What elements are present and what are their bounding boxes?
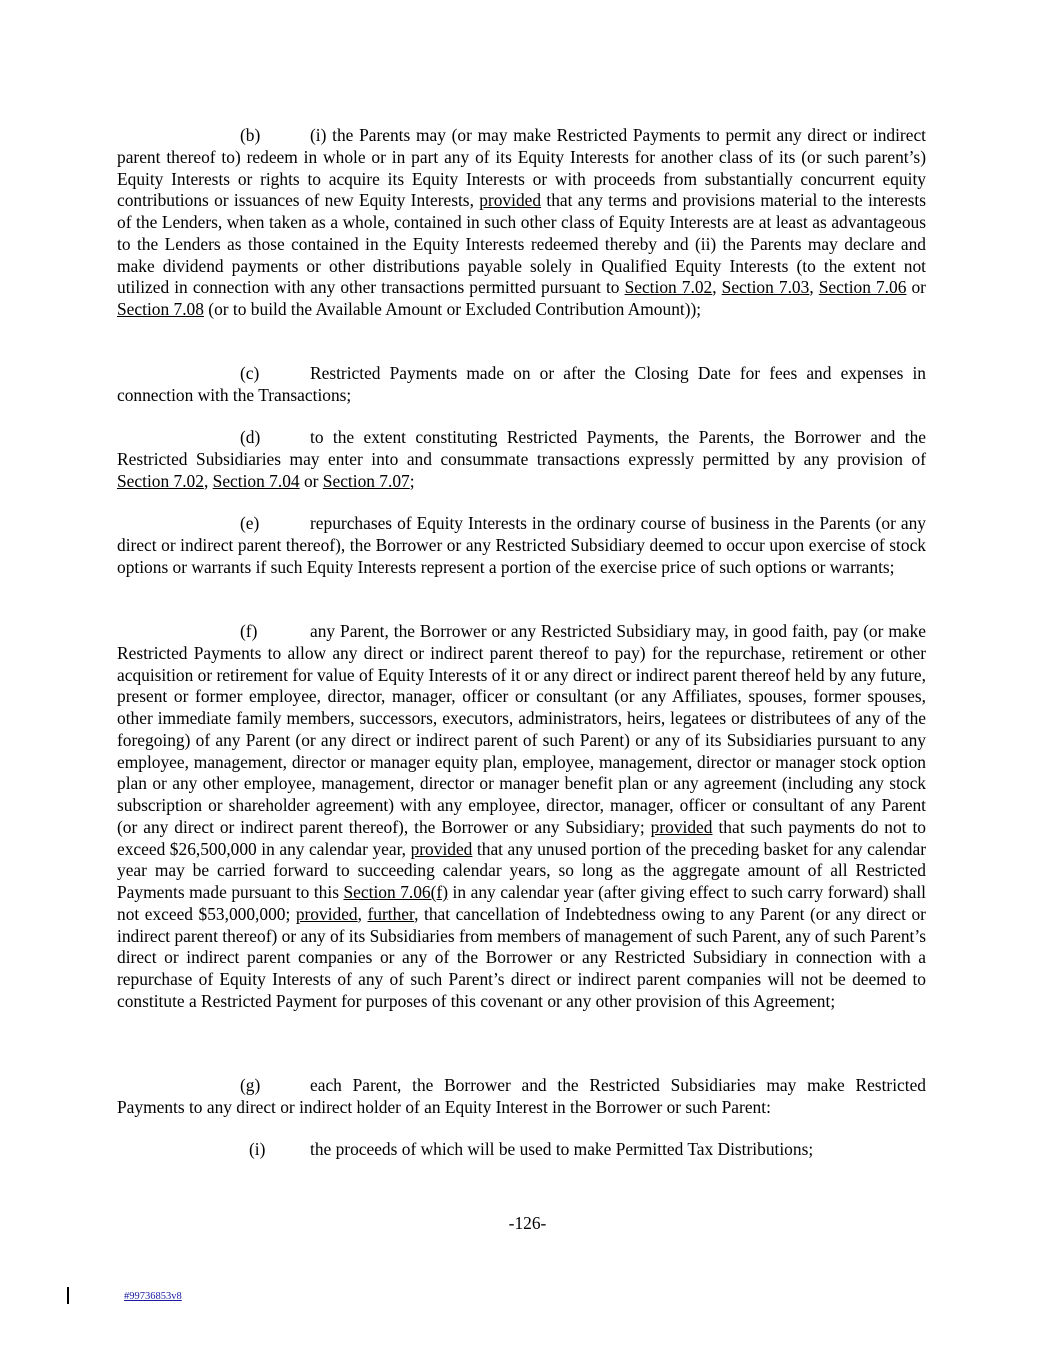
provided-term: provided — [650, 816, 713, 837]
paragraph-label: (b) — [240, 125, 261, 145]
paragraph-label: (i) — [249, 1139, 266, 1159]
section-ref: Section 7.04 — [212, 470, 300, 491]
paragraph-f: (f) any Parent, the Borrower or any Restricted Subsidiary may, in good faith, pay (or make Restricted Payments to allow any direct or indirect parent thereof to pay) for the repurchase, retirement or other acquisition or retirement for value of Equity Interests of it or any direct or indirect parent thereof held by any future, present or former employee, director, manager, officer or consultant (or any Affiliates, spouses, former spouses, other immediate family members, successors, executors, administrators, heirs, legatees or distributees of any of the foregoing) of any Parent (or any direct or indirect parent of such Parent) or any of its Subsidiaries pursuant to any employee, management, director or manager equity plan, employee, management, director or manager stock option plan or any other employee, management, director or manager benefit plan or any agreement (including any stock subscription or shareholder agreement) with any employee, director, manager, officer or consultant of any Parent (or any direct or indirect parent thereof), the Borrower or any Subsidiary; provided that such payments do not to exceed $26,500,000 in any calendar year, provided that any unused portion of the preceding basket for any calendar year may be carried forward to succeeding calendar years, so long as the aggregate amount of all Restricted Payments made pursuant to this Section 7.06(f) in any calendar year (after giving effect to such carry forward) shall not exceed $53,000,000; provided, further, that cancellation of Indebtedness owing to any Parent (or any direct or indirect parent thereof) or any of its Subsidiaries from members of management of such Parent, any of such Parent’s direct or indirect parent companies or any of the Borrower or any Restricted Subsidiary in connection with a repurchase of Equity Interests of any of such Parent’s direct or indirect parent companies will not be deemed to constitute a Restricted Payment for purposes of this covenant or any other provision of this Agreement; — [117, 621, 927, 1011]
section-ref: Section 7.07 — [322, 470, 410, 491]
paragraph-e: (e) repurchases of Equity Interests in the ordinary course of business in the Parents (or any direct or indirect parent thereof), the Borrower or any Restricted Subsidiary deemed to occur upon exercise of stock options or warrants if such Equity Interests represent a portion of the exercise price of such options or warrants; — [117, 513, 926, 577]
paragraph-g: (g) each Parent, the Borrower and the Restricted Subsidiaries may make Restricted Payments to any direct or indirect holder of an Equity Interest in the Borrower or such Parent: — [117, 1075, 926, 1117]
paragraph-label: (f) — [240, 621, 258, 641]
further-term: further — [367, 903, 415, 924]
paragraph-b: (b) (i) the Parents may (or may make Restricted Payments to permit any direct or indirect parent thereof to) redeem in whole or in part any of its Equity Interests for another class of its (or such parent’s) Equity Interests or rights to acquire its Equity Interests or with proceeds from substantially concurrent equity contributions or issuances of new Equity Interests, provided that any terms and provisions material to the interests of the Lenders, when taken as a whole, contained in such other class of Equity Interests are at least as advantageous to the Lenders as those contained in the Equity Interests redeemed thereby and (ii) the Parents may declare and make dividend payments or other distributions payable solely in Qualified Equity Interests (to the extent not utilized in connection with any other transactions permitted pursuant to Section 7.02, Section 7.03, Section 7.06 or Section 7.08 (or to build the Available Amount or Excluded Contribution Amount)); — [117, 125, 926, 319]
provided-term: provided — [479, 190, 542, 211]
paragraph-g-i: (i) the proceeds of which will be used to make Permitted Tax Distributions; — [249, 1139, 814, 1159]
section-ref: Section 7.06(f) — [343, 882, 449, 902]
paragraph-label: (g) — [240, 1075, 261, 1095]
section-ref: Section 7.06 — [818, 277, 907, 298]
paragraph-label: (c) — [240, 363, 260, 383]
paragraph-d: (d) to the extent constituting Restricted Payments, the Parents, the Borrower and the Restricted Subsidiaries may enter into and consummate transactions expressly permitted by any provision of Section 7.02, Section 7.04 or Section 7.07; — [117, 427, 926, 491]
paragraph-label: (d) — [240, 427, 261, 447]
paragraph-c: (c) Restricted Payments made on or after the Closing Date for fees and expenses in connection with the Transactions; — [117, 363, 926, 405]
section-ref: Section 7.08 — [117, 299, 204, 319]
paragraph-label: (e) — [240, 513, 260, 533]
section-ref: Section 7.02 — [117, 470, 204, 491]
revision-change-bar — [67, 1287, 69, 1304]
provided-term: provided — [410, 838, 473, 859]
provided-term: provided — [295, 903, 358, 924]
section-ref: Section 7.03 — [721, 277, 810, 298]
document-id-link[interactable]: #99736853v8 — [124, 1291, 182, 1302]
section-ref: Section 7.02 — [624, 277, 713, 298]
page-number: -126- — [508, 1213, 547, 1233]
